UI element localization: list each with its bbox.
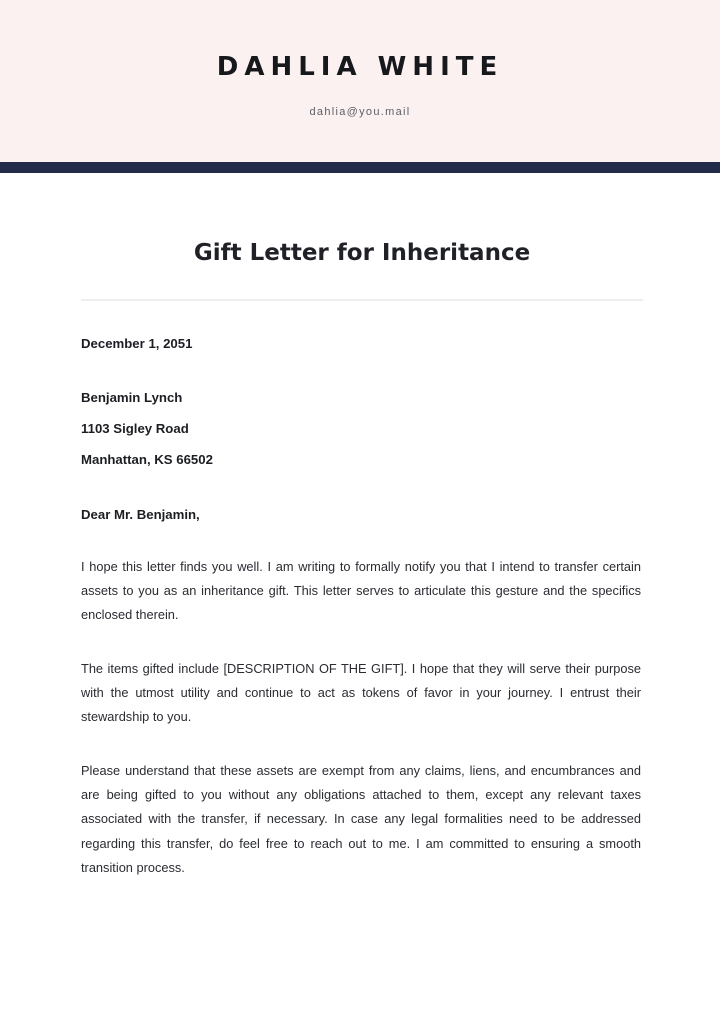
body-paragraph-3: Please understand that these assets are exempt from any claims, liens, and encumbrances and are being gifted to you without any obligations attached to them, except any relevant taxes associated with the transfer, if necessary. In case any legal formalities need to be addressed regarding this transfer, do feel free to reach out to me. I am committed to ensuring a smooth transition process. (81, 763, 641, 875)
letterhead (0, 0, 720, 162)
recipient-name: Benjamin Lynch (81, 390, 183, 405)
body-paragraph-1: I hope this letter finds you well. I am writing to formally notify you that I intend to transfer certain assets to you as an inheritance gift. This letter serves to articulate this gesture and the specifics enclosed therein. (81, 559, 641, 623)
letterhead-accent-band (0, 162, 720, 173)
recipient-street: 1103 Sigley Road (81, 421, 189, 436)
salutation: Dear Mr. Benjamin, (81, 507, 200, 522)
recipient-city-line: Manhattan, KS 66502 (81, 452, 213, 467)
sender-email: dahlia@you.mail (309, 106, 411, 118)
body-paragraph-2: The items gifted include [DESCRIPTION OF THE GIFT]. I hope that they will serve their purpose with the utmost utility and continue to act as tokens of favor in your journey. I entrust their stewardship to you. (81, 661, 641, 725)
letter-date: December 1, 2051 (81, 336, 193, 351)
document-title: Gift Letter for Inheritance (193, 240, 531, 266)
title-divider (81, 299, 643, 301)
sender-name: DAHLIA WHITE (216, 52, 504, 82)
